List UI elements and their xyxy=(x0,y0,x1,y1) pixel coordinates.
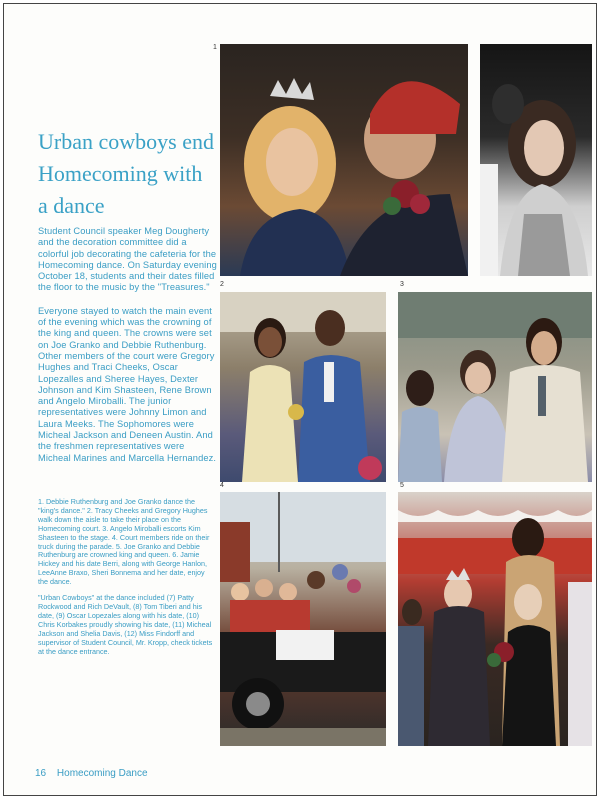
photo-1-illustration xyxy=(220,44,468,276)
photo-girl-portrait xyxy=(480,44,592,276)
photo-couple-walking xyxy=(220,292,386,482)
article-body xyxy=(38,226,218,476)
photo-parade-truck xyxy=(220,492,386,746)
photo-3-illustration xyxy=(220,292,386,482)
photo-king-queen-dance xyxy=(220,44,468,276)
photo-6-illustration xyxy=(398,492,592,746)
photo-crowning-stage xyxy=(398,492,592,746)
photo-number-2: 2 xyxy=(220,281,224,288)
photo-number-5: 5 xyxy=(400,482,404,489)
photo-2-illustration xyxy=(480,44,592,276)
section-name: Homecoming Dance xyxy=(56,768,148,779)
caption-block-2: "Urban Cowboys" at the dance included (7) Patty Rockwood and Rich DeVault, (8) Tom Tiberi and his date, (9) Oscar Lopezales along with his date, (10) Chris Korbakes proudly showing his date, (11) Micheal Jackson and Shelia Davis, (12) Miss Findorff and supervisor of Student Council, Mr. Kropp, check tickets at the dance entrance. xyxy=(38,593,213,656)
photo-4-illustration xyxy=(398,292,592,482)
photo-5-illustration xyxy=(220,492,386,746)
caption-block-1: 1. Debbie Ruthenburg and Joe Granko dance the "king's dance." 2. Tracy Cheeks and Gregory Hughes walk down the aisle to take their place on the Homecoming court. 3. Angelo Miroballi escorts Kim Shasteen to the stage. 4. Court members ride on their truck during the parade. 5. Joe Granko and Debbie Ruthenburg are crowned king and queen. 6. Jamie Hickey and his date Berri, along with George Hanlon, LeeAnne Braxo, Sheri Bonnema and her date, enjoy the dance. xyxy=(38,497,210,587)
photo-number-1: 1 xyxy=(213,44,217,51)
article-paragraph-1: Student Council speaker Meg Dougherty and the decoration committee did a colorful job decorating the cafeteria for the Homecoming dance. On Saturday evening October 18, students and their dates filled the floor to the music by the "Treasures." xyxy=(38,226,217,293)
photo-escort-to-stage xyxy=(398,292,592,482)
yearbook-page xyxy=(3,3,597,796)
photo-number-3: 3 xyxy=(400,281,404,288)
photo-captions xyxy=(38,498,216,663)
page-number: 16 xyxy=(35,768,47,779)
photo-number-4: 4 xyxy=(220,482,224,489)
page-title: Urban cowboys end Homecoming with a dance xyxy=(38,129,214,218)
article-paragraph-2: Everyone stayed to watch the main event of the evening which was the crowning of the king and queen. The crowns were set on Joe Granko and Debbie Ruthenburg. Other members of the court were Gregory Hughes and Traci Cheeks, Oscar Lopezalles and Sheree Hayes, Dexter Johnson and Kim Shasteen, Rene Brown and Angelo Miroballi. The junior representatives were Johnny Limon and Laura Meeks. The Sophomores were Micheal Jackson and Deneen Austin. And the freshmen representatives were Micheal Marines and Marcella Hernandez. xyxy=(38,305,217,463)
page-footer xyxy=(35,768,148,779)
